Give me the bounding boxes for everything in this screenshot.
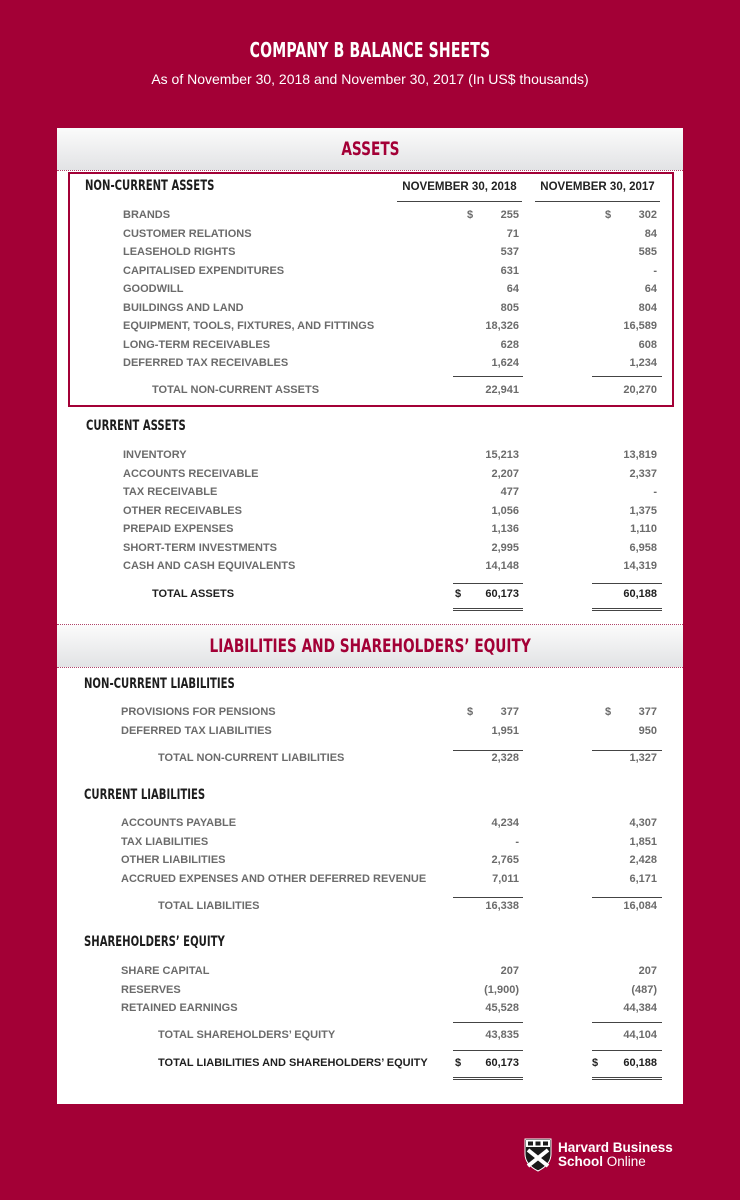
value-2017: 585 — [638, 246, 657, 258]
dollar-sign: $ — [605, 706, 612, 718]
value-2018: 2,207 — [491, 467, 519, 480]
value-2018: 45,528 — [485, 1002, 519, 1014]
divider — [57, 170, 683, 171]
page-title: COMPANY B BALANCE SHEETS — [249, 38, 491, 62]
total-row — [57, 900, 683, 918]
row-label: TAX LIABILITIES — [121, 835, 209, 848]
value-2017: - — [653, 264, 657, 277]
value-2017: 1,327 — [629, 752, 657, 764]
subtotal-rule — [453, 897, 523, 898]
row-label: CAPITALISED EXPENDITURES — [123, 264, 285, 277]
subtotal-rule — [453, 1050, 523, 1051]
row-label: RETAINED EARNINGS — [121, 1002, 238, 1014]
table-row — [57, 560, 683, 578]
value-2017: 64 — [644, 283, 657, 295]
value-2018: 2,765 — [491, 854, 519, 866]
subtotal-rule — [453, 376, 523, 377]
table-row — [57, 357, 683, 375]
value-2017: 44,384 — [623, 1002, 657, 1014]
value-2018: 2,995 — [491, 541, 519, 554]
value-2017: 20,270 — [623, 384, 657, 396]
value-2017: 608 — [638, 338, 657, 351]
value-2017: 2,337 — [629, 467, 657, 480]
value-2018: 4,234 — [491, 817, 519, 829]
value-2017: 1,375 — [629, 504, 657, 517]
value-2018: - — [515, 835, 519, 848]
double-rule — [453, 1077, 523, 1080]
row-label: EQUIPMENT, TOOLS, FIXTURES, AND FITTINGS — [123, 320, 375, 332]
value-2017: 1,234 — [629, 357, 657, 369]
assets-band-title: ASSETS — [340, 138, 400, 160]
value-2017: 13,819 — [623, 449, 657, 461]
grand-total-row — [57, 1057, 683, 1075]
total-row — [57, 752, 683, 770]
row-label: CUSTOMER RELATIONS — [123, 227, 252, 240]
value-2018: 537 — [500, 246, 519, 258]
value-2017: 2,428 — [629, 854, 657, 866]
total-label: TOTAL ASSETS — [152, 588, 235, 600]
row-label: LEASEHOLD RIGHTS — [123, 246, 236, 258]
rule — [397, 201, 522, 202]
total-label: TOTAL LIABILITIES — [158, 900, 260, 912]
value-2017: 6,171 — [629, 872, 657, 885]
table-row — [57, 542, 683, 560]
value-2018: 377 — [500, 706, 519, 718]
value-2018: 18,326 — [485, 320, 519, 332]
logo-line-1: Harvard Business — [558, 1140, 673, 1155]
double-rule — [453, 608, 523, 611]
subtotal-rule — [453, 583, 523, 584]
table-row — [57, 817, 683, 835]
rule — [535, 201, 660, 202]
table-row — [57, 706, 683, 724]
total-label: TOTAL SHAREHOLDERS’ EQUITY — [158, 1029, 336, 1041]
value-2018: 71 — [506, 227, 519, 240]
divider — [57, 667, 683, 668]
row-label: TAX RECEIVABLE — [123, 486, 218, 498]
value-2018: 1,056 — [491, 504, 519, 517]
row-label: DEFERRED TAX LIABILITIES — [121, 724, 272, 737]
table-row — [57, 854, 683, 872]
section-heading-current-liabilities: CURRENT LIABILITIES — [84, 787, 206, 803]
table-row — [57, 965, 683, 983]
value-2018: 477 — [500, 486, 519, 498]
subtotal-rule — [592, 1050, 662, 1051]
table-row — [57, 283, 683, 301]
table-row — [57, 725, 683, 743]
table-row — [57, 339, 683, 357]
value-2017: 14,319 — [623, 560, 657, 572]
dollar-sign: $ — [592, 1057, 599, 1069]
table-row — [57, 836, 683, 854]
value-2018: 1,951 — [491, 724, 519, 737]
value-2017: 207 — [638, 965, 657, 977]
value-2017: 4,307 — [629, 817, 657, 829]
total-row — [57, 1029, 683, 1047]
row-label: PREPAID EXPENSES — [123, 523, 234, 535]
dollar-sign: $ — [605, 209, 612, 221]
value-2017: 16,589 — [623, 320, 657, 332]
column-header-2018: NOVEMBER 30, 2018 — [402, 181, 517, 193]
double-rule — [592, 1077, 662, 1080]
section-heading-non-current-assets: NON-CURRENT ASSETS — [85, 178, 215, 194]
section-heading-current-assets: CURRENT ASSETS — [86, 418, 186, 434]
dollar-sign: $ — [455, 588, 462, 600]
value-2017: 804 — [638, 301, 657, 314]
table-row — [57, 873, 683, 891]
row-label: SHARE CAPITAL — [121, 965, 210, 977]
table-row — [57, 449, 683, 467]
total-assets-row — [57, 588, 683, 606]
table-row — [57, 1002, 683, 1020]
total-label: TOTAL NON-CURRENT LIABILITIES — [158, 752, 345, 764]
table-row — [57, 302, 683, 320]
table-row — [57, 486, 683, 504]
value-2017: 84 — [644, 227, 657, 240]
row-label: DEFERRED TAX RECEIVABLES — [123, 357, 289, 369]
value-2018: 16,338 — [485, 900, 519, 912]
value-2018: 22,941 — [485, 384, 519, 396]
subtotal-rule — [592, 750, 662, 751]
table-row — [57, 265, 683, 283]
row-label: RESERVES — [121, 983, 181, 996]
row-label: OTHER RECEIVABLES — [123, 504, 242, 517]
dollar-sign: $ — [467, 706, 474, 718]
value-2018: 60,173 — [485, 588, 519, 600]
value-2017: (487) — [631, 983, 657, 996]
row-label: OTHER LIABILITIES — [121, 854, 226, 866]
liabilities-band — [57, 625, 683, 667]
value-2018: 14,148 — [485, 560, 519, 572]
value-2017: 377 — [638, 706, 657, 718]
value-2018: 805 — [500, 301, 519, 314]
row-label: ACCRUED EXPENSES AND OTHER DEFERRED REVENUE — [121, 872, 427, 885]
value-2018: 7,011 — [492, 872, 519, 885]
value-2018: 207 — [500, 965, 519, 977]
subtotal-rule — [453, 1022, 523, 1023]
value-2018: 1,624 — [491, 357, 519, 369]
total-label: TOTAL LIABILITIES AND SHAREHOLDERS’ EQUITY — [158, 1057, 428, 1069]
column-header-2017: NOVEMBER 30, 2017 — [540, 181, 655, 193]
value-2018: 631 — [500, 264, 519, 277]
subtotal-rule — [592, 376, 662, 377]
assets-band — [57, 128, 683, 170]
row-label: INVENTORY — [123, 449, 187, 461]
balance-sheet-panel — [57, 128, 683, 1104]
value-2018: 60,173 — [485, 1057, 519, 1069]
value-2018: 64 — [506, 283, 519, 295]
section-heading-shareholders-equity: SHAREHOLDERS’ EQUITY — [84, 934, 225, 950]
value-2018: 1,136 — [491, 523, 519, 535]
value-2017: 44,104 — [623, 1029, 657, 1041]
row-label: BUILDINGS AND LAND — [123, 301, 244, 314]
subtotal-rule — [592, 1022, 662, 1023]
hbs-shield-icon — [524, 1138, 552, 1172]
table-row — [57, 523, 683, 541]
value-2017: - — [653, 486, 657, 498]
row-label: LONG-TERM RECEIVABLES — [123, 338, 271, 351]
row-label: GOODWILL — [123, 283, 184, 295]
row-label: CASH AND CASH EQUIVALENTS — [123, 560, 296, 572]
liabilities-band-title: LIABILITIES AND SHAREHOLDERS’ EQUITY — [209, 635, 531, 657]
table-row — [57, 228, 683, 246]
value-2018: 2,328 — [491, 752, 519, 764]
value-2018: 15,213 — [485, 449, 519, 461]
total-row — [57, 384, 683, 402]
value-2018: 43,835 — [485, 1029, 519, 1041]
dollar-sign: $ — [455, 1057, 462, 1069]
table-row — [57, 246, 683, 264]
table-row — [57, 468, 683, 486]
value-2017: 302 — [638, 209, 657, 221]
row-label: PROVISIONS FOR PENSIONS — [121, 706, 276, 718]
dollar-sign: $ — [467, 209, 474, 221]
table-row — [57, 505, 683, 523]
row-label: SHORT-TERM INVESTMENTS — [123, 541, 278, 554]
page-subtitle: As of November 30, 2018 and November 30, 2017 (In US$ thousands) — [151, 71, 589, 87]
row-label: ACCOUNTS RECEIVABLE — [123, 467, 259, 480]
value-2017: 1,851 — [629, 835, 657, 848]
value-2017: 16,084 — [623, 900, 657, 912]
row-label: BRANDS — [123, 209, 171, 221]
row-label: ACCOUNTS PAYABLE — [121, 817, 237, 829]
section-heading-non-current-liabilities: NON-CURRENT LIABILITIES — [84, 676, 235, 692]
logo-text — [558, 1141, 673, 1169]
logo-line-2-light: Online — [603, 1154, 646, 1169]
subtotal-rule — [453, 750, 523, 751]
total-label: TOTAL NON-CURRENT ASSETS — [152, 384, 320, 396]
value-2017: 60,188 — [623, 588, 657, 600]
value-2018: 255 — [500, 209, 519, 221]
table-row — [57, 984, 683, 1002]
table-row — [57, 209, 683, 227]
logo-line-2-bold: School — [558, 1154, 604, 1169]
subtotal-rule — [592, 583, 662, 584]
table-row — [57, 320, 683, 338]
double-rule — [592, 608, 662, 611]
hbs-online-logo — [524, 1138, 673, 1172]
value-2018: (1,900) — [484, 983, 519, 996]
value-2018: 628 — [500, 338, 519, 351]
value-2017: 1,110 — [630, 523, 657, 535]
subtotal-rule — [592, 897, 662, 898]
value-2017: 950 — [638, 724, 657, 737]
value-2017: 60,188 — [623, 1057, 657, 1069]
value-2017: 6,958 — [629, 541, 657, 554]
